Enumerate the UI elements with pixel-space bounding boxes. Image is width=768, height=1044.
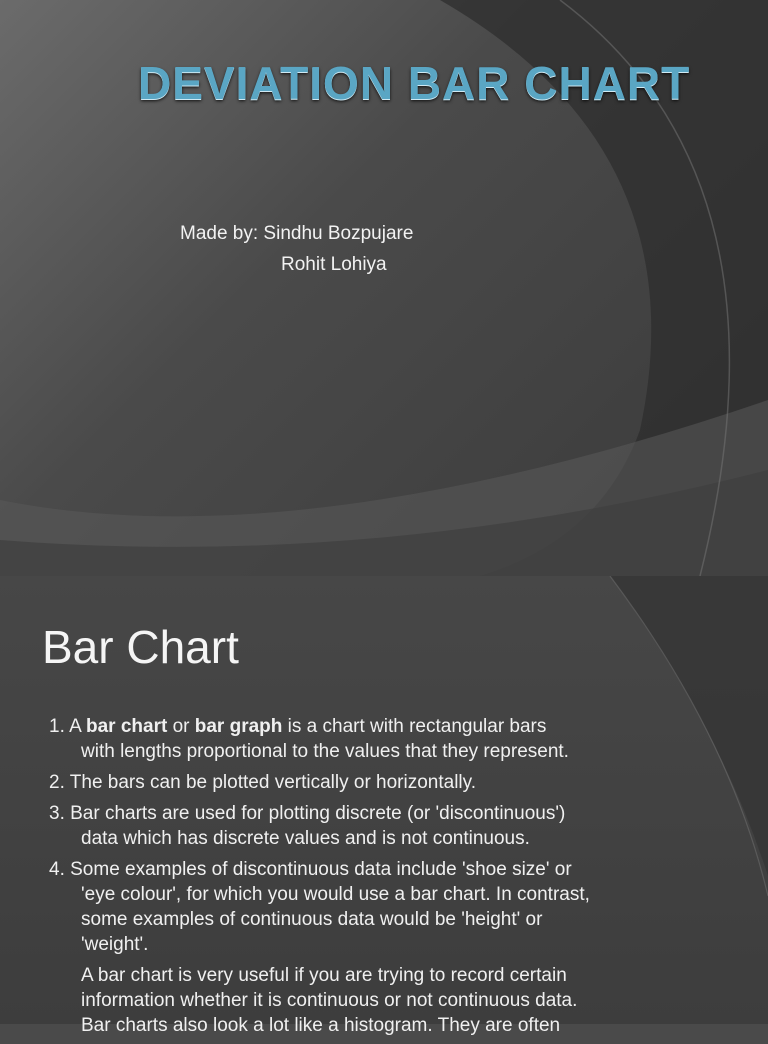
list-item — [49, 857, 689, 957]
bold-term: bar graph — [194, 716, 283, 737]
list-item-line: 4. Some examples of discontinuous data include 'shoe size' or — [49, 859, 572, 880]
content-title: Bar Chart — [42, 621, 239, 673]
list-item-line: 'eye colour', for which you would use a bar chart. In contrast, — [81, 884, 590, 905]
list-item — [49, 770, 689, 795]
slide-title: DEVIATION BAR CHART — [138, 57, 691, 109]
list-item-line: with lengths proportional to the values that they represent. — [81, 741, 569, 762]
list-item — [49, 963, 689, 1038]
list-item-line: information whether it is continuous or not continuous data. — [81, 990, 578, 1011]
text-run: 1. A — [49, 716, 86, 737]
list-item-line — [49, 714, 689, 739]
author-line-2: Rohit Lohiya — [281, 254, 387, 275]
bold-term: bar chart — [85, 716, 168, 737]
list-item — [49, 801, 689, 851]
list-item — [49, 714, 689, 764]
list-item-line: 2. The bars can be plotted vertically or horizontally. — [49, 772, 477, 793]
author-line-1: Made by: Sindhu Bozpujare — [180, 223, 414, 244]
list-item-line: data which has discrete values and is not continuous. — [81, 828, 530, 849]
list-item-line: some examples of continuous data would be 'height' or — [81, 909, 543, 930]
list-item-line: 'weight'. — [81, 934, 149, 955]
list-item-line: Bar charts also look a lot like a histogram. They are often — [81, 1015, 561, 1036]
list-item-line: A bar chart is very useful if you are trying to record certain — [81, 965, 567, 986]
text-run: or — [167, 716, 195, 737]
content-body — [49, 714, 689, 1044]
list-item-line: 3. Bar charts are used for plotting discrete (or 'discontinuous') — [49, 803, 566, 824]
text-run: is a chart with rectangular bars — [282, 716, 547, 737]
